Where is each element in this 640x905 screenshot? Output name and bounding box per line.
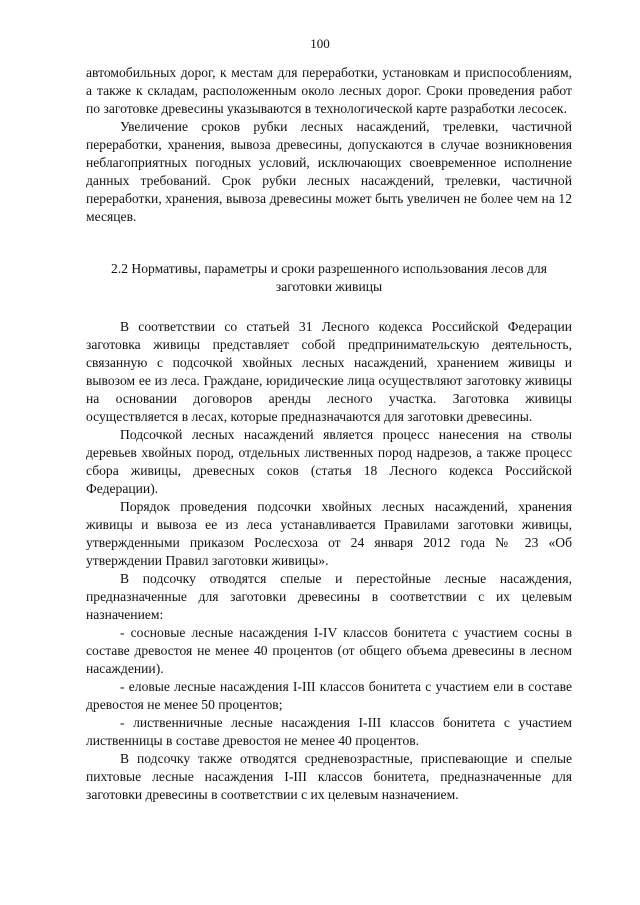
paragraph-extension-of-terms: Увеличение сроков рубки лесных насаждений, трелевки, частичной переработки, хранения, вывоза древесины, допускаются в случае возникновения неблагоприятных погодных условий, исключающих своевременное исполнение данных требований. Срок рубки лесных насаждений, трелевки, частичной переработки, хранения, вывоза древесины может быть увеличен не более чем на 12 месяцев. [86, 119, 572, 224]
list-item-spruce: - еловые лесные насаждения I-III классов бонитета с участием ели в составе древостоя не менее 50 процентов; [86, 679, 572, 712]
list-item-pine: - сосновые лесные насаждения I-IV классов бонитета с участием сосны в составе древостоя не менее 40 процентов (от общего объема древесины в лесном насаждении). [86, 625, 572, 676]
paragraph-roads-continuation: автомобильных дорог, к местам для переработки, установкам и приспособлениям, а также к складам, расположенным около лесных дорог. Сроки проведения работ по заготовке древесины указываются в технологической карте разработки лесосек. [86, 65, 572, 116]
paragraph-tapping-definition: Подсочкой лесных насаждений является процесс нанесения на стволы деревьев хвойных пород, отдельных лиственных пород надрезов, а также процесс сбора живицы, древесных соков (статья 18 Лесного кодекса Российской Федерации). [86, 427, 572, 496]
section-heading: 2.2 Нормативы, параметры и сроки разрешенного использования лесов для заготовки живицы [111, 261, 547, 294]
paragraph-article-31: В соответствии со статьей 31 Лесного кодекса Российской Федерации заготовка живицы представляет собой предпринимательскую деятельность, связанную с подсочкой хвойных лесных насаждений, хранением живицы и вывозом ее из леса. Граждане, юридические лица осуществляют заготовку живицы на основании договоров аренды лесного участка. Заготовка живицы осуществляется в лесах, которые предназначаются для заготовки древесины. [86, 319, 572, 424]
list-item-larch: - лиственничные лесные насаждения I-III классов бонитета с участием лиственницы в составе древостоя не менее 40 процентов. [86, 715, 572, 748]
page-content [86, 64, 572, 804]
paragraph-fir-stands: В подсочку также отводятся средневозрастные, приспевающие и спелые пихтовые лесные насаждения I-III классов бонитета, предназначенные для заготовки древесины в соответствии с их целевым назначением. [86, 751, 572, 802]
paragraph-tapping-procedure: Порядок проведения подсочки хвойных лесных насаждений, хранения живицы и вывоза ее из леса устанавливается Правилами заготовки живицы, утвержденными приказом Рослесхоза от 24 января 2012 года № 23 «Об утверждении Правил заготовки живицы». [86, 499, 572, 568]
page-number: 100 [310, 36, 330, 51]
paragraph-allotted-stands: В подсочку отводятся спелые и перестойные лесные насаждения, предназначенные для заготовки древесины в соответствии с их целевым назначением: [86, 571, 572, 622]
